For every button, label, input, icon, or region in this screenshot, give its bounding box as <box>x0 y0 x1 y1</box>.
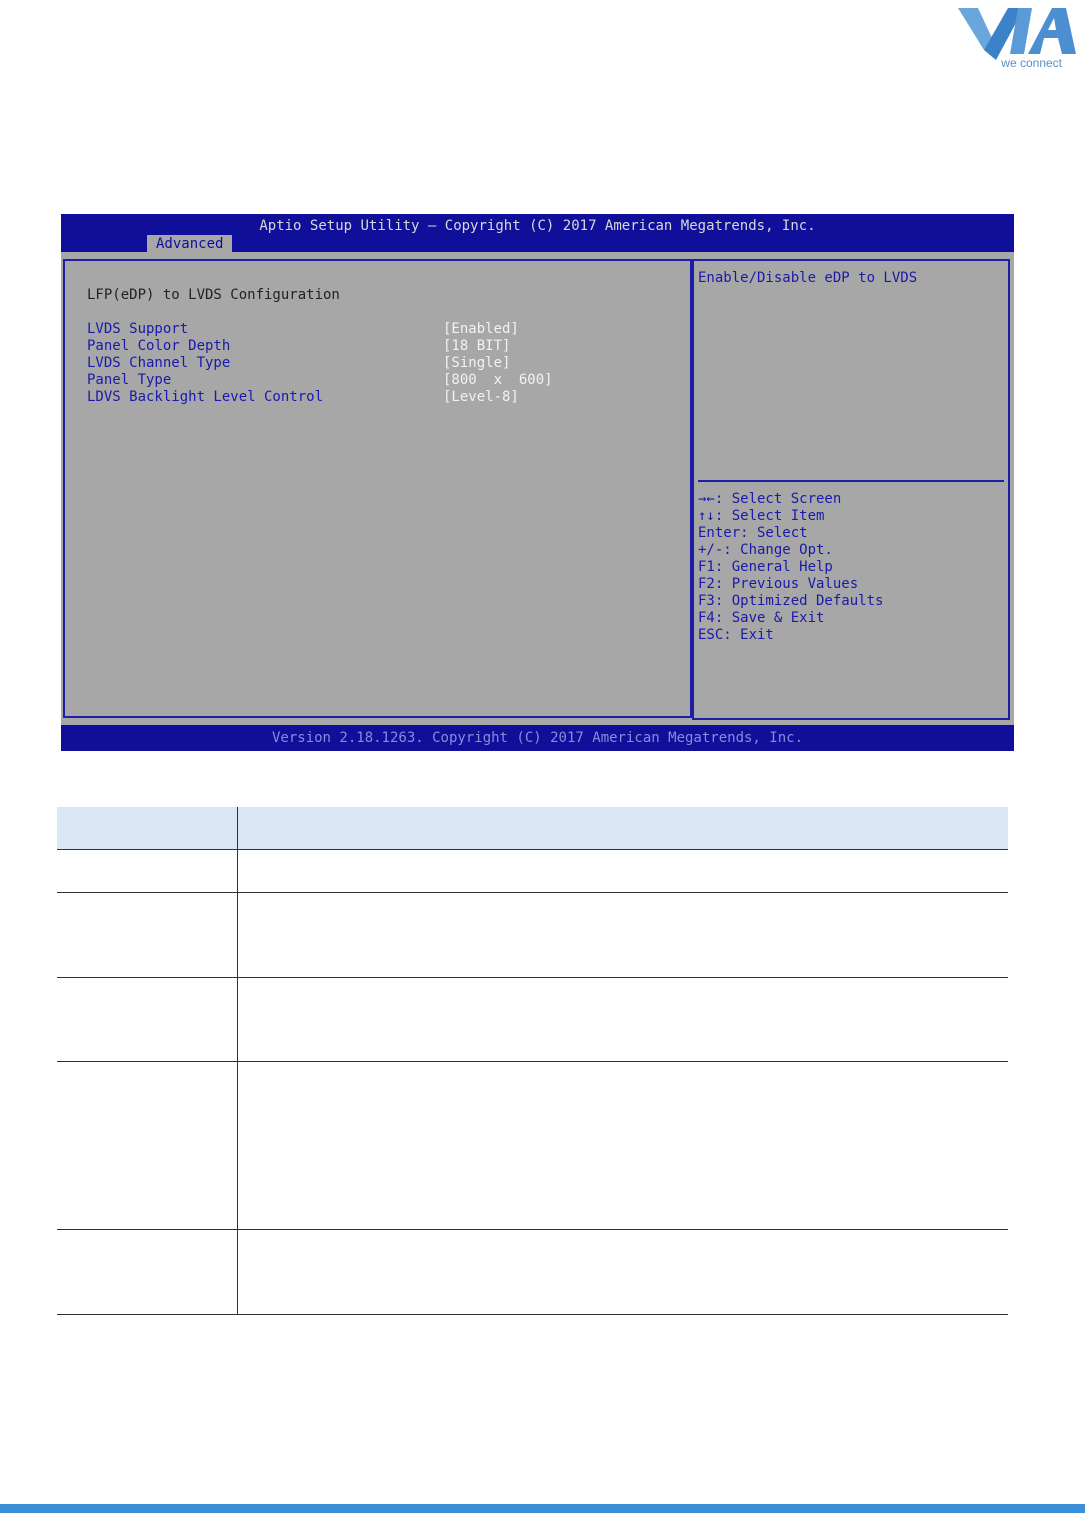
setting-lvds-support-label[interactable]: LVDS Support <box>87 321 189 337</box>
setting-lvds-channel-type-value[interactable]: [Single] <box>443 355 511 371</box>
setting-backlight-level-label[interactable]: LDVS Backlight Level Control <box>87 389 324 405</box>
bios-title: Aptio Setup Utility – Copyright (C) 2017 American Megatrends, Inc. <box>259 218 816 234</box>
key-hint-select-screen: →←: Select Screen <box>698 491 842 507</box>
setting-panel-color-depth-value[interactable]: [18 BIT] <box>443 338 511 354</box>
bios-help-panel <box>692 259 1010 720</box>
key-hint-f3: F3: Optimized Defaults <box>698 593 884 609</box>
help-description: Enable/Disable eDP to LVDS <box>698 270 918 286</box>
page-bottom-bar <box>0 1504 1085 1513</box>
table-row <box>57 1061 1008 1229</box>
table-cell <box>238 977 1009 1061</box>
table-cell <box>238 1229 1009 1314</box>
table-header-cell <box>57 807 238 849</box>
logo-tagline: we connect <box>1001 56 1062 70</box>
via-logo <box>948 4 1076 70</box>
key-hint-esc: ESC: Exit <box>698 627 774 643</box>
table-row <box>57 977 1008 1061</box>
bios-setup-screen <box>61 214 1014 751</box>
setting-lvds-channel-type-label[interactable]: LVDS Channel Type <box>87 355 231 371</box>
setting-panel-type-value[interactable]: [800 x 600] <box>443 372 553 388</box>
key-hint-f2: F2: Previous Values <box>698 576 859 592</box>
table-row <box>57 1229 1008 1314</box>
setting-panel-color-depth-label[interactable]: Panel Color Depth <box>87 338 231 354</box>
key-hint-f4: F4: Save & Exit <box>698 610 825 626</box>
table-cell <box>238 849 1009 892</box>
key-hint-f1: F1: General Help <box>698 559 833 575</box>
tab-advanced[interactable]: Advanced <box>147 235 232 253</box>
table-header-cell <box>238 807 1009 849</box>
table-cell <box>57 1229 238 1314</box>
key-hint-select-item: ↑↓: Select Item <box>698 508 825 524</box>
key-hint-enter: Enter: Select <box>698 525 808 541</box>
table-header-row <box>57 807 1008 849</box>
description-table <box>57 807 1008 1315</box>
table-cell <box>57 977 238 1061</box>
key-hint-change-opt: +/-: Change Opt. <box>698 542 833 558</box>
setting-panel-type-label[interactable]: Panel Type <box>87 372 172 388</box>
via-logo-icon <box>948 4 1076 60</box>
bios-footer: Version 2.18.1263. Copyright (C) 2017 American Megatrends, Inc. <box>61 725 1014 751</box>
table-row <box>57 849 1008 892</box>
table-cell <box>238 1061 1009 1229</box>
help-divider <box>698 480 1004 482</box>
table-cell <box>238 892 1009 977</box>
setting-lvds-support-value[interactable]: [Enabled] <box>443 321 519 337</box>
table-cell <box>57 892 238 977</box>
table-cell <box>57 1061 238 1229</box>
section-title: LFP(eDP) to LVDS Configuration <box>87 287 340 303</box>
setting-backlight-level-value[interactable]: [Level-8] <box>443 389 519 405</box>
table-row <box>57 892 1008 977</box>
table-cell <box>57 849 238 892</box>
